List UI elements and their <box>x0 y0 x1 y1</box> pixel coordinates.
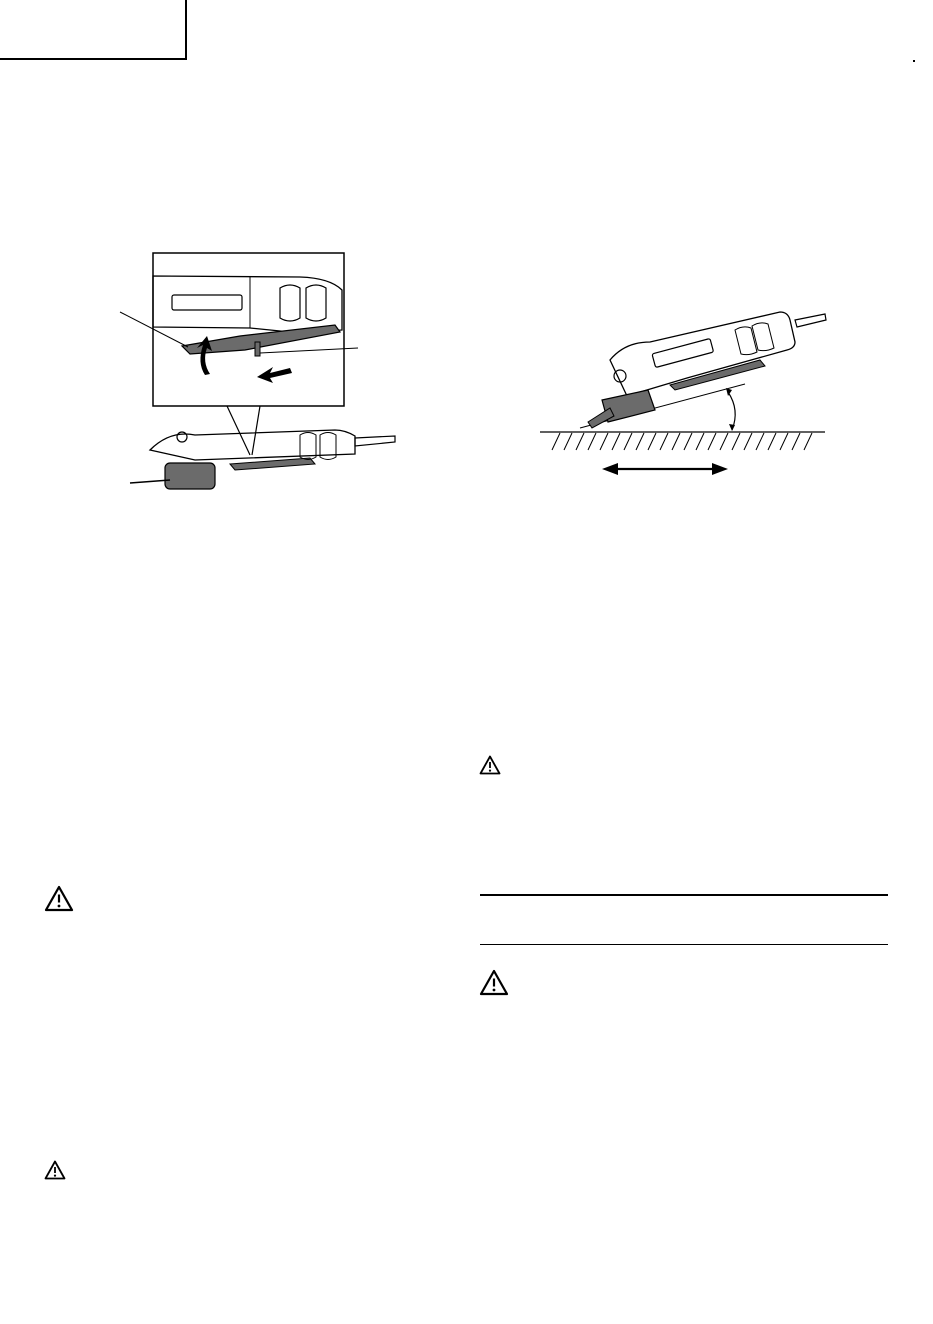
warning-triangle-icon <box>479 755 501 775</box>
warning-triangle-icon <box>479 969 509 996</box>
warning-triangle-icon <box>44 1160 66 1180</box>
figure-grinding-angle <box>540 300 830 485</box>
page-tab-box <box>0 0 187 60</box>
corner-mark <box>913 60 915 62</box>
warning-triangle-icon <box>44 885 74 912</box>
section-rule-bottom <box>480 944 888 945</box>
figure-pad-adjustment <box>110 250 400 495</box>
section-rule-top <box>480 894 888 896</box>
